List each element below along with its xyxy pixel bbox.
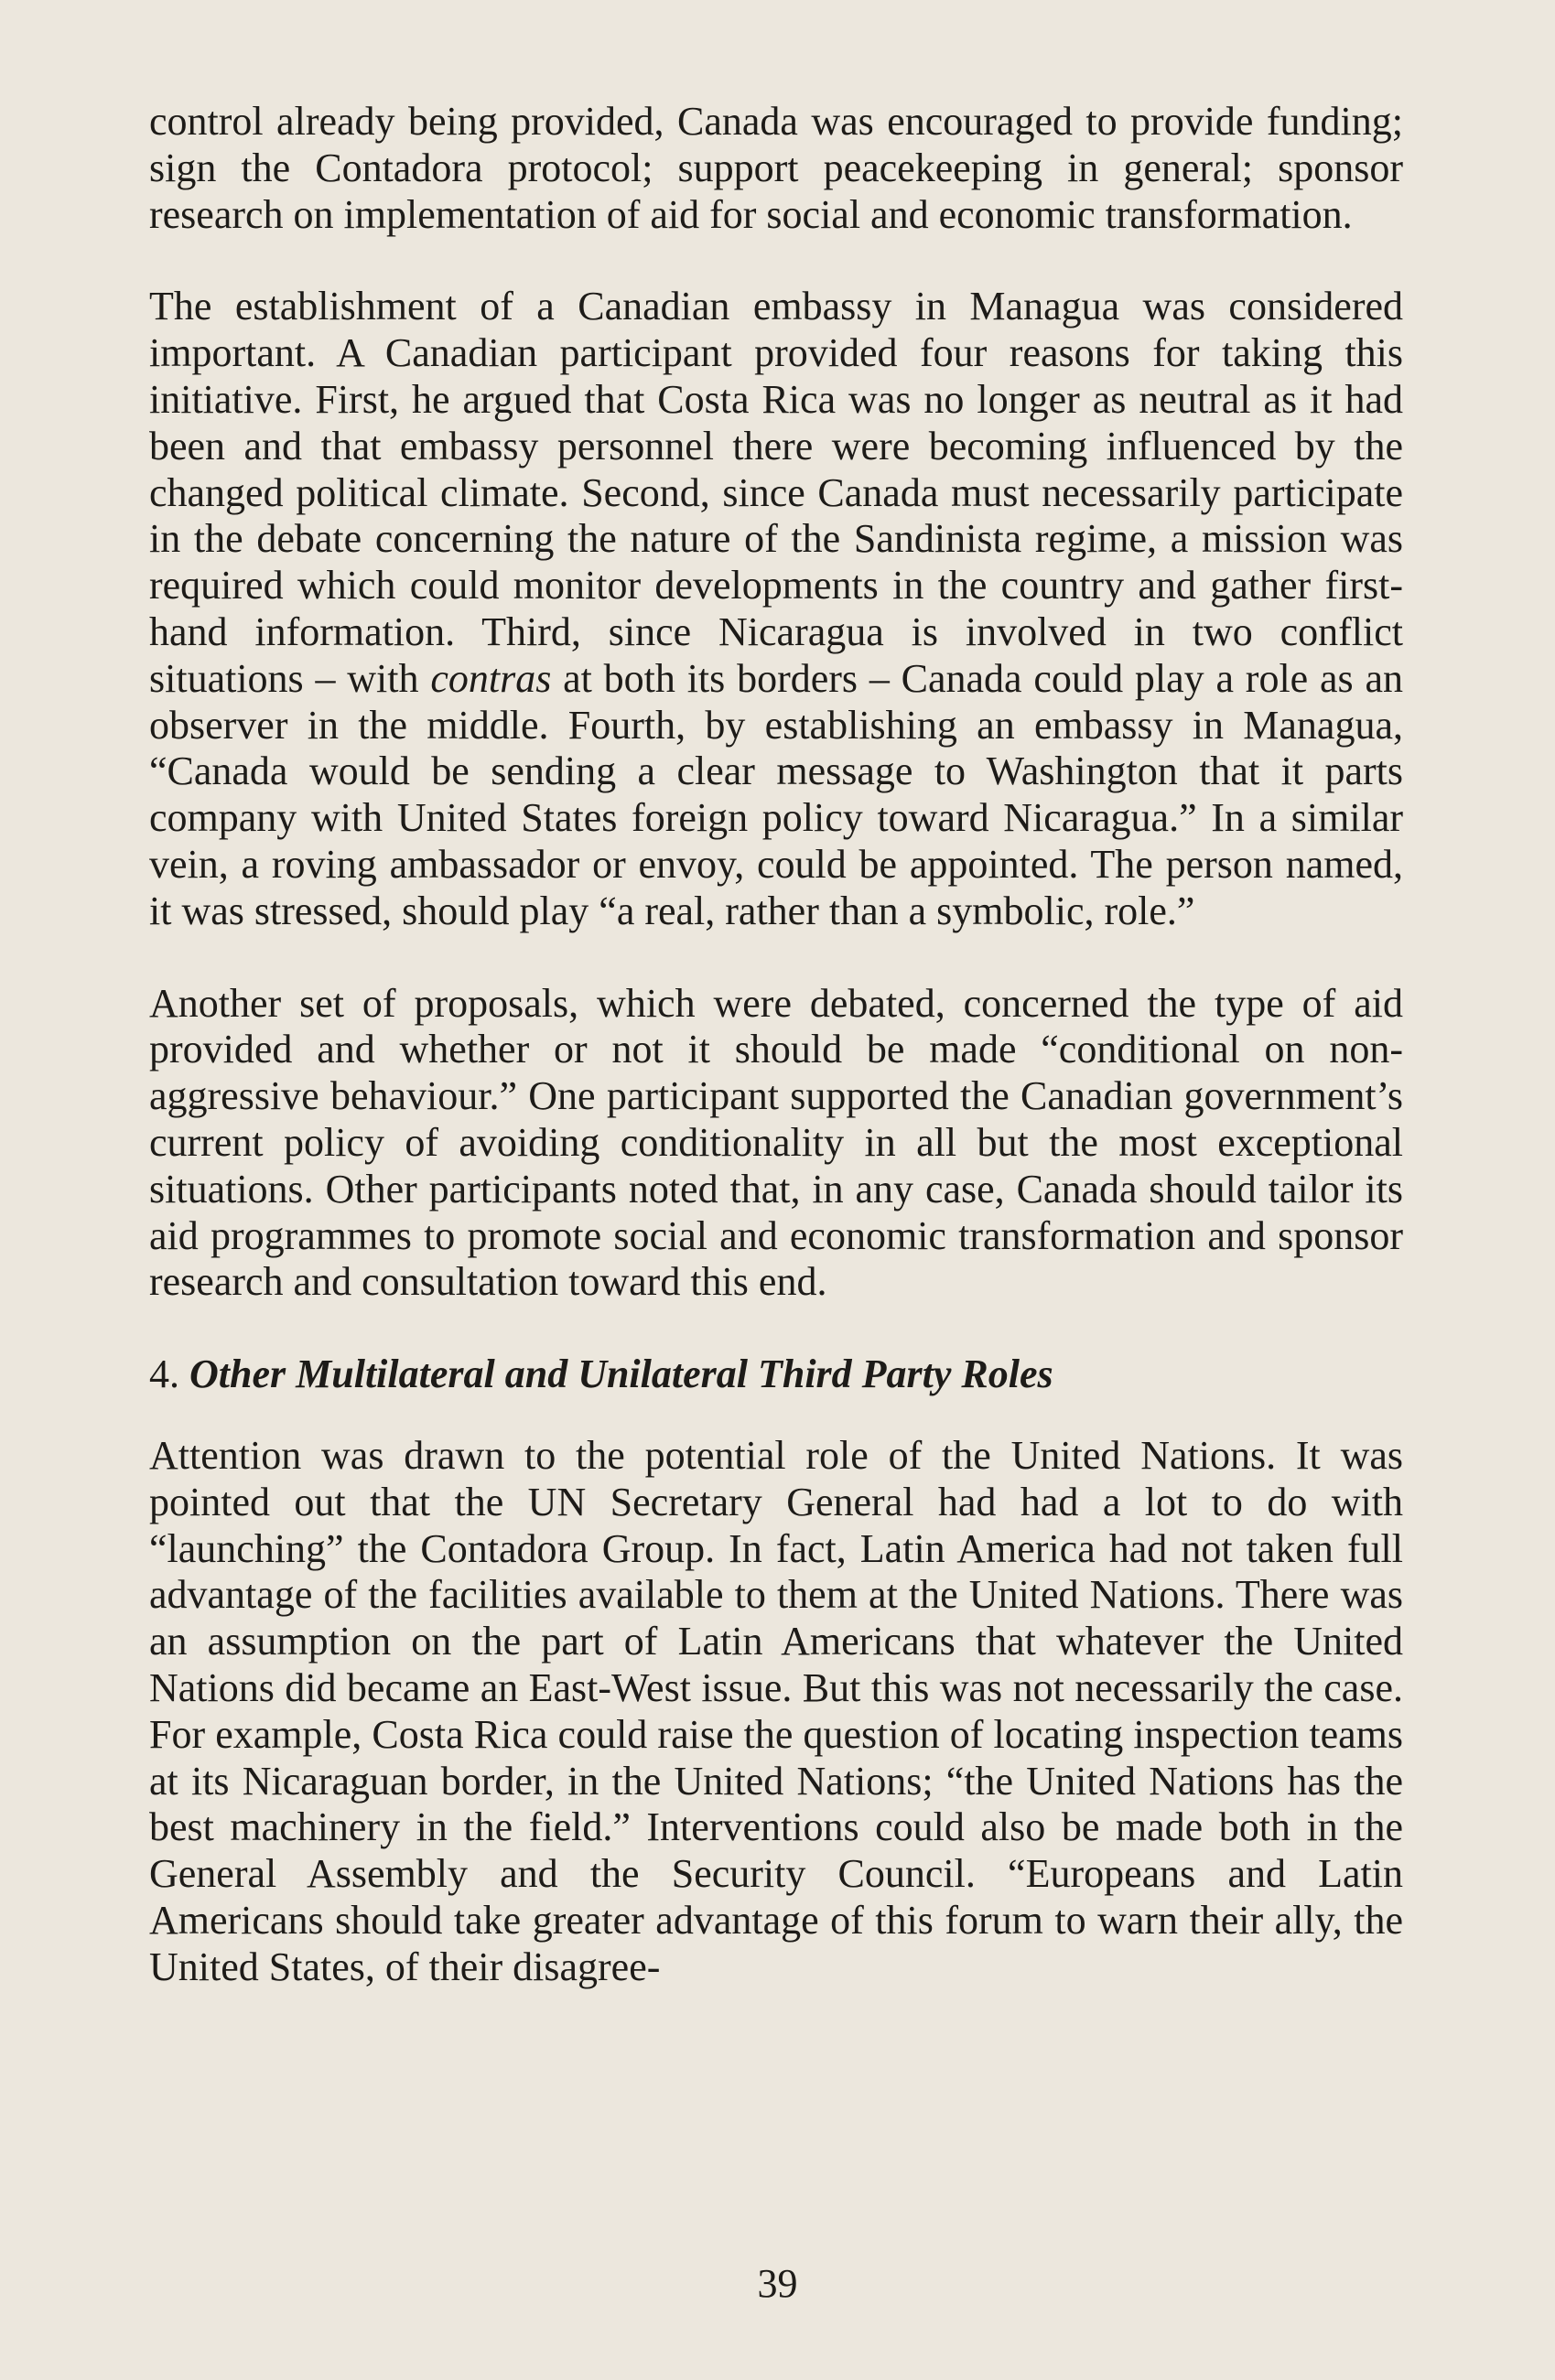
section-heading: [149, 1352, 1403, 1398]
paragraph-embassy-continued: at both its borders – Canada could play a role as an observer in the middle. Fourth, by establishing an embassy in Managua, “Canada would be sending a clear message to Washington that it parts company with United States foreign policy toward Nicaragua.” In a similar vein, a roving ambassador or envoy, could be appointed. The person named, it was stressed, should play “a real, rather than a symbolic, role.”: [149, 655, 1403, 933]
paragraph-embassy-text: The establishment of a Canadian embassy in Managua was considered important. A Canadian participant provided four reasons for taking this initiative. First, he argued that Costa Rica was no longer as neutral as it had been and that embassy personnel there were becoming influenced by the changed political climate. Second, since Canada must necessarily participate in the debate concerning the nature of the Sandinista regime, a mission was required which could monitor developments in the country and gather first-hand information. Third, since Nicaragua is involved in two conflict situations – with: [149, 284, 1403, 701]
paragraph-embassy: [149, 284, 1403, 934]
page-number: 39: [757, 2261, 798, 2306]
paragraph-funding: control already being provided, Canada was encouraged to provide funding; sign the Contadora protocol; support peacekeeping in general; sponsor research on implementation of aid for social and economic transformation.: [149, 99, 1403, 237]
section-number: 4.: [149, 1352, 179, 1397]
italic-contras: contras: [430, 655, 552, 701]
paragraph-aid-proposals: Another set of proposals, which were debated, concerned the type of aid provided and whether or not it should be made “conditional on non-aggressive behaviour.” One participant supported the Canadian government’s current policy of avoiding conditionality in all but the most exceptional situations. Other participants noted that, in any case, Canada should tailor its aid programmes to promote social and economic transformation and sponsor research and consultation toward this end.: [149, 980, 1403, 1305]
paragraph-united-nations: Attention was drawn to the potential role of the United Nations. It was pointed out that the UN Secretary General had had a lot to do with “launching” the Contadora Group. In fact, Latin America had not taken full advantage of the facilities available to them at the United Nations. There was an assumption on the part of Latin Americans that whatever the United Nations did became an East-West issue. But this was not necessarily the case. For example, Costa Rica could raise the question of locating inspection teams at its Nicaraguan border, in the United Nations; “the United Nations has the best machinery in the field.” Interventions could also be made both in the General Assembly and the Security Council. “Europeans and Latin Americans should take greater advantage of this forum to warn their ally, the United States, of their disagree-: [149, 1432, 1403, 1989]
page-body: [149, 99, 1403, 2036]
section-title: Other Multilateral and Unilateral Third Party Roles: [189, 1352, 1053, 1397]
